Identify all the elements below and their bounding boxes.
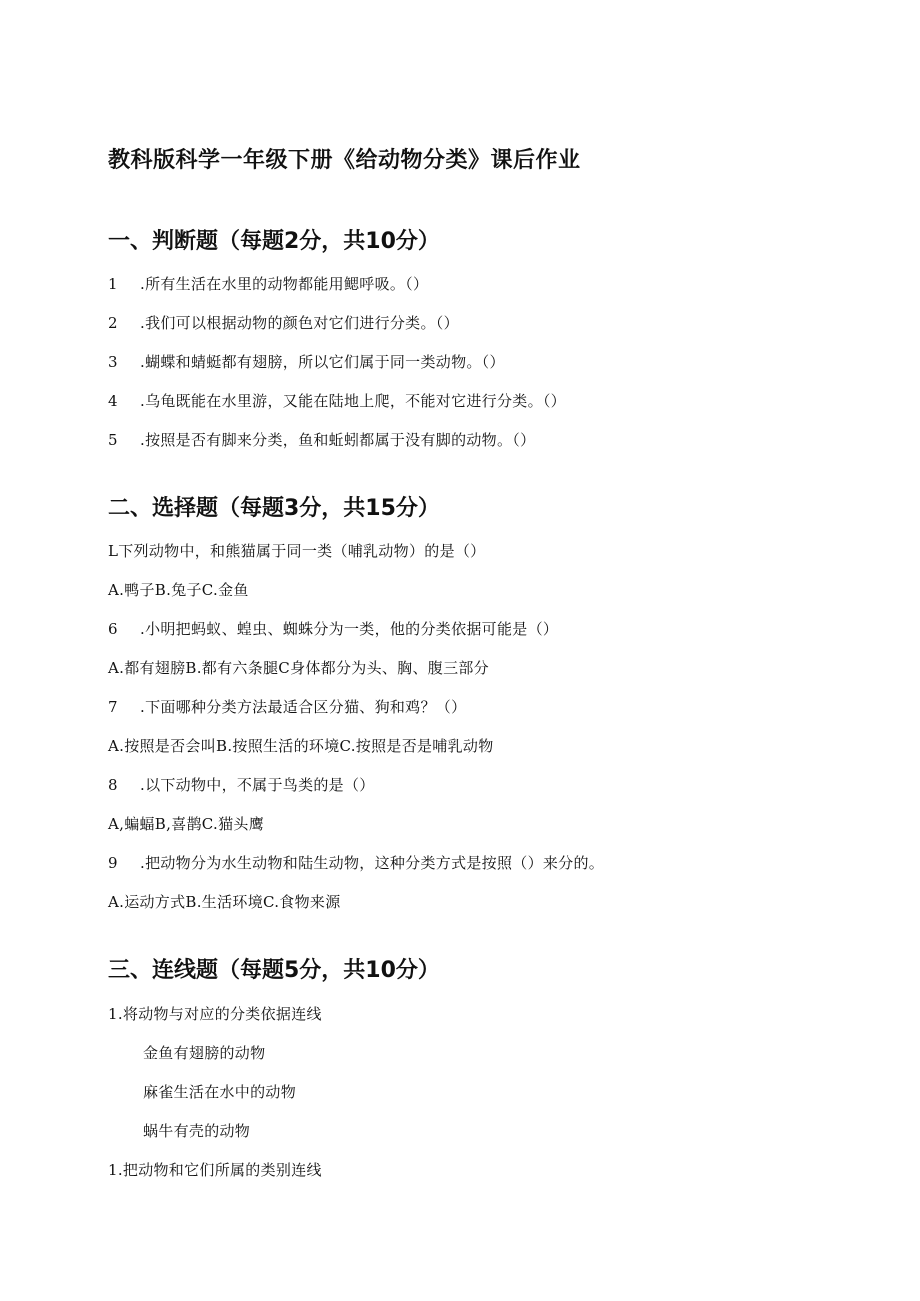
matching-instruction-1: 1.将动物与对应的分类依据连线 <box>108 1005 322 1023</box>
choice-question-1: L下列动物中，和熊猫属于同一类（哺乳动物）的是（） <box>108 542 486 560</box>
question-text: .所有生活在水里的动物都能用鳃呼吸。（） <box>140 275 429 293</box>
question-number: 5 <box>108 431 118 449</box>
choice-options-6: A.都有翅膀B.都有六条腿C身体都分为头、胸、腹三部分 <box>108 659 489 677</box>
section-heading-true-false: 一、判断题（每题2分，共10分） <box>108 229 440 254</box>
question-number: 2 <box>108 314 118 332</box>
question-text: .下面哪种分类方法最适合区分猫、狗和鸡？（） <box>140 698 467 716</box>
choice-question-9 <box>108 852 604 873</box>
section-heading-matching: 三、连线题（每题5分，共10分） <box>108 958 440 983</box>
question-text: .按照是否有脚来分类，鱼和蚯蚓都属于没有脚的动物。（） <box>140 431 536 449</box>
matching-row-sparrow: 麻雀生活在水中的动物 <box>143 1083 297 1101</box>
choice-question-6 <box>108 618 558 639</box>
question-number: 6 <box>108 620 118 638</box>
question-number: 7 <box>108 698 118 716</box>
question-3 <box>108 351 505 372</box>
choice-question-7 <box>108 696 466 717</box>
question-number: 9 <box>108 854 118 872</box>
choice-options-1: A.鸭子B.兔子C.金鱼 <box>108 581 249 599</box>
matching-instruction-2: 1.把动物和它们所属的类别连线 <box>108 1161 322 1179</box>
question-1 <box>108 273 428 294</box>
question-number: 3 <box>108 353 118 371</box>
question-text: .把动物分为水生动物和陆生动物，这种分类方式是按照（）来分的。 <box>140 854 605 872</box>
choice-options-7: A.按照是否会叫B.按照生活的环境C.按照是否是哺乳动物 <box>108 737 494 755</box>
question-5 <box>108 429 535 450</box>
question-4 <box>108 390 566 411</box>
question-text: .以下动物中，不属于鸟类的是（） <box>140 776 375 794</box>
question-number: 1 <box>108 275 118 293</box>
choice-question-8 <box>108 774 375 795</box>
choice-options-8: A,蝙蝠B,喜鹊C.猫头鹰 <box>108 815 265 833</box>
question-text: .乌龟既能在水里游，又能在陆地上爬，不能对它进行分类。（） <box>140 392 566 410</box>
question-2 <box>108 312 459 333</box>
matching-row-goldfish: 金鱼有翅膀的动物 <box>143 1044 266 1062</box>
question-text: .小明把蚂蚁、蝗虫、蜘蛛分为一类，他的分类依据可能是（） <box>140 620 559 638</box>
matching-row-snail: 蜗牛有壳的动物 <box>143 1122 251 1140</box>
section-heading-multiple-choice: 二、选择题（每题3分，共15分） <box>108 496 440 521</box>
question-text: .蝴蝶和蜻蜓都有翅膀，所以它们属于同一类动物。（） <box>140 353 505 371</box>
question-text: .我们可以根据动物的颜色对它们进行分类。（） <box>140 314 459 332</box>
question-number: 4 <box>108 392 118 410</box>
document-title: 教科版科学一年级下册《给动物分类》课后作业 <box>108 148 581 173</box>
choice-options-9: A.运动方式B.生活环境C.食物来源 <box>108 893 341 911</box>
question-number: 8 <box>108 776 118 794</box>
